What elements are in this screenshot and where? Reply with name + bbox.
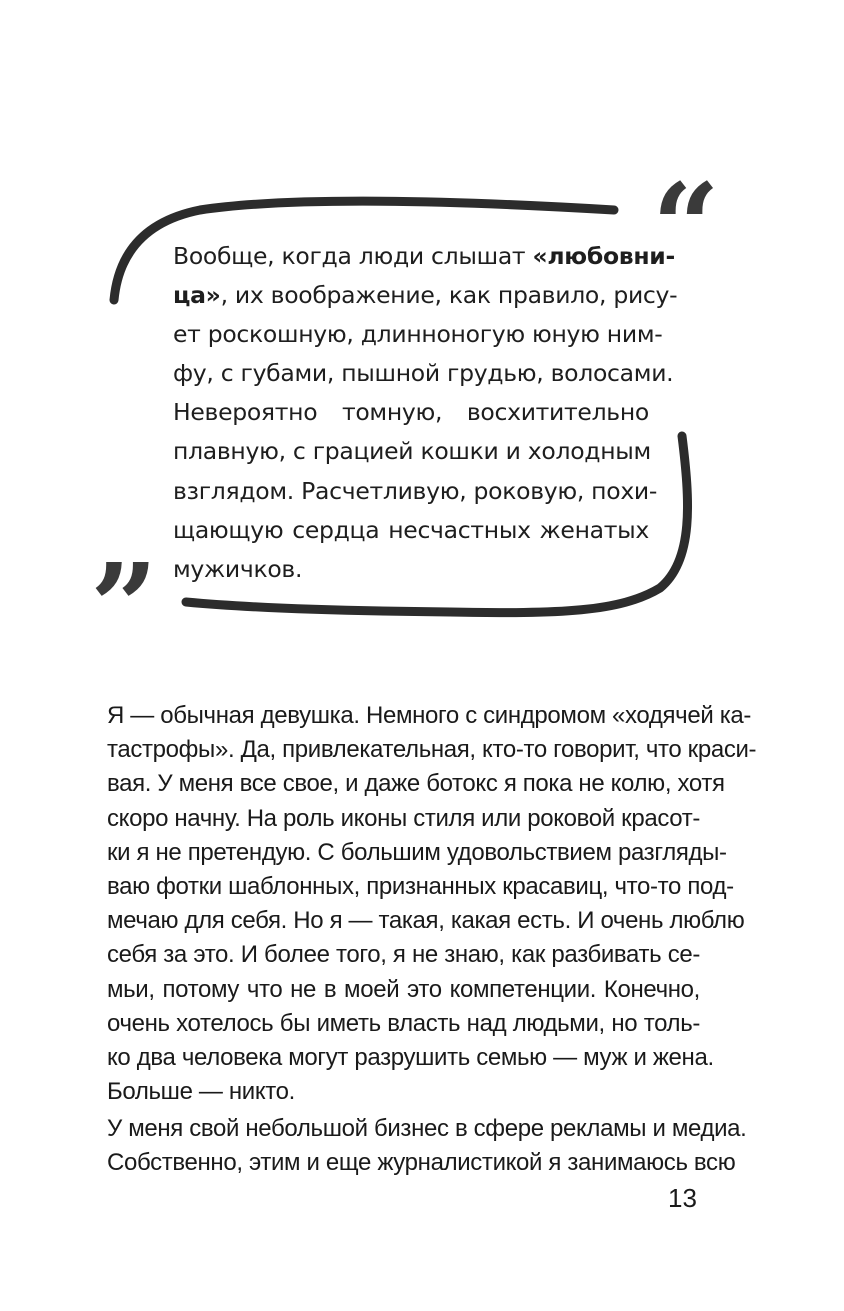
paragraph-line: мечаю для себя. Но я — такая, какая есть. И очень люблю (107, 907, 745, 935)
pull-quote (173, 237, 678, 589)
paragraph-line: себя за это. И более того, я не знаю, как разбивать се- (107, 941, 700, 969)
quote-line: взглядом. Расчетливую, роковую, похи- (173, 476, 658, 505)
paragraph-line: очень хотелось бы иметь власть над людьми, но толь- (107, 1009, 700, 1037)
paragraph-line: Больше — никто. (107, 1078, 295, 1106)
quote-line: ет роскошную, длинноногую юную ним- (173, 320, 663, 349)
quote-line: плавную, с грацией кошки и холодным (173, 437, 651, 466)
quote-line: фу, с губами, пышной грудью, волосами. (173, 359, 674, 388)
paragraph-line: мьи, потому что не в моей это компетенции. Конечно, (107, 975, 700, 1003)
quote-line: мужичков. (173, 554, 303, 583)
quote-emphasis: «любовни- (532, 242, 675, 270)
paragraph-line: Я — обычная девушка. Немного с синдромом «ходячей ка- (107, 702, 752, 729)
paragraph-line: У меня свой небольшой бизнес в сфере рекламы и медиа. (107, 1115, 747, 1142)
paragraph-line: ко два человека могут разрушить семью — муж и жена. (107, 1044, 714, 1072)
paragraph-line: вая. У меня все свое, и даже ботокс я пока не колю, хотя (107, 770, 725, 798)
quote-line: ца», их воображение, как правило, рису- (173, 281, 678, 310)
paragraph-line: скоро начну. На роль иконы стиля или роковой красот- (107, 804, 700, 832)
open-quote-icon: “ (652, 157, 720, 296)
paragraph-line: тастрофы». Да, привлекательная, кто-то говорит, что краси- (107, 736, 757, 764)
quote-line: Вообще, когда люди слышат «любовни- (173, 242, 675, 270)
quote-emphasis: ца» (173, 281, 221, 310)
page-number: 13 (668, 1183, 697, 1213)
quote-line: Невероятно томную, восхитительно (173, 398, 649, 427)
close-quote-icon: ” (90, 537, 158, 676)
paragraph-line: ваю фотки шаблонных, признанных красавиц, что-то под- (107, 873, 734, 901)
paragraph-line: ки я не претендую. С большим удовольствием разгляды- (107, 838, 727, 866)
body-paragraph (107, 1112, 747, 1180)
body-paragraph (107, 699, 757, 1109)
quote-line: щающую сердца несчастных женатых (173, 515, 649, 544)
paragraph-line: Собственно, этим и еще журналистикой я занимаюсь всю (107, 1149, 736, 1177)
